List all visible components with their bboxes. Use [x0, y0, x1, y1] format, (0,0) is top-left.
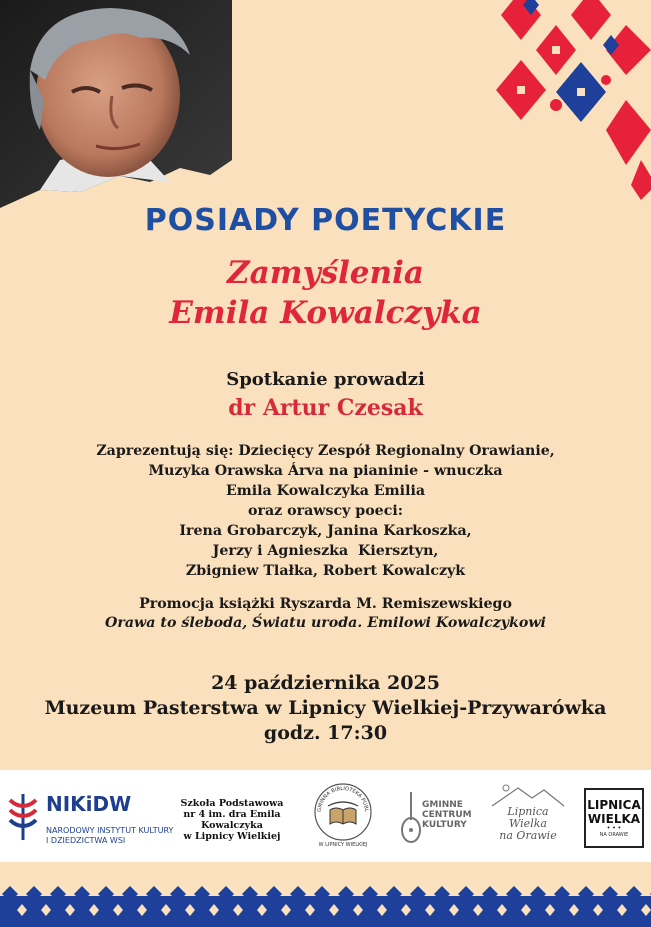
performers-line: Irena Grobarczyk, Janina Karkoszka,: [179, 523, 472, 539]
lw-dots: • • •: [606, 825, 622, 832]
event-venue: Muzeum Pasterstwa w Lipnicy Wielkiej-Przywarówka: [44, 697, 607, 719]
school-line: nr 4 im. dra Emila: [183, 809, 281, 820]
performers-line: Muzyka Orawska Árva na pianinie - wnuczka: [148, 463, 503, 479]
promotion-line: Promocja książki Ryszarda M. Remiszewskiego: [139, 596, 512, 612]
lwo-line: na Orawie: [499, 829, 557, 842]
gck-logo: [400, 770, 472, 862]
gck-line: CENTRUM: [422, 810, 472, 820]
nikidw-subtitle: [46, 826, 173, 846]
lw-line: LIPNICA: [587, 798, 641, 812]
book-promotion: [0, 595, 651, 633]
school-line: Szkoła Podstawowa: [180, 798, 284, 809]
lwo-line: Lipnica Wielka: [507, 805, 549, 830]
book-icon: [306, 770, 380, 842]
performers-list: [0, 441, 651, 581]
gck-line: GMINNE: [422, 800, 463, 810]
lw-line: WIELKA: [587, 812, 641, 826]
lw-text: [586, 798, 642, 826]
performers-line: Jerzy i Agnieszka Kiersztyn,: [212, 543, 439, 559]
sponsor-logos: [0, 770, 651, 862]
library-logo: [306, 770, 380, 862]
nikidw-logo: [6, 770, 174, 862]
folk-ornament: [491, 0, 651, 200]
lwo-text: [488, 806, 568, 842]
host-name: dr Artur Czesak: [228, 395, 423, 421]
gck-text: [422, 800, 472, 830]
library-ring-text: GMINNA BIBLIOTEKA PUBL: [316, 785, 370, 813]
performers-line: oraz orawscy poeci:: [248, 503, 403, 519]
event-details: [0, 671, 651, 746]
event-title: [0, 253, 651, 333]
host-label: Spotkanie prowadzi: [226, 369, 425, 390]
performers-line: Zbigniew Tlałka, Robert Kowalczyk: [185, 563, 466, 579]
event-title-line: Zamyślenia: [227, 255, 424, 291]
portrait-photo: [0, 0, 232, 212]
event-series-title: POSIADY POETYCKIE: [144, 203, 507, 238]
bottom-folk-pattern: [0, 872, 651, 927]
performers-line: Emila Kowalczyka Emilia: [225, 483, 426, 499]
gck-line: KULTURY: [422, 820, 467, 830]
nikidw-subtitle-line: NARODOWY INSTYTUT KULTURY: [46, 826, 174, 835]
event-time: godz. 17:30: [263, 722, 388, 744]
book-title: Orawa to śleboda, Światu uroda. Emilowi Kowalczykowi: [105, 615, 546, 631]
wheat-icon: [6, 792, 40, 842]
event-title-line: Emila Kowalczyka: [169, 295, 482, 331]
lipnica-wielka-na-orawie-logo: [488, 770, 568, 862]
nikidw-name: NIKiDW: [46, 792, 132, 816]
violin-icon: [400, 790, 422, 850]
school-logo: [176, 798, 288, 842]
school-line: w Lipnicy Wielkiej: [183, 831, 281, 842]
library-caption: W LIPNICY WIELKIEJ: [318, 842, 368, 848]
lw-sub: NA ORAWIE: [599, 832, 629, 838]
school-line: Kowalczyka: [201, 820, 263, 831]
performers-line: Zaprezentują się: Dziecięcy Zespół Regionalny Orawianie,: [96, 443, 555, 459]
lipnica-wielka-logo: [584, 788, 644, 848]
nikidw-subtitle-line: I DZIEDZICTWA WSI: [46, 836, 126, 845]
event-date: 24 października 2025: [211, 672, 440, 694]
